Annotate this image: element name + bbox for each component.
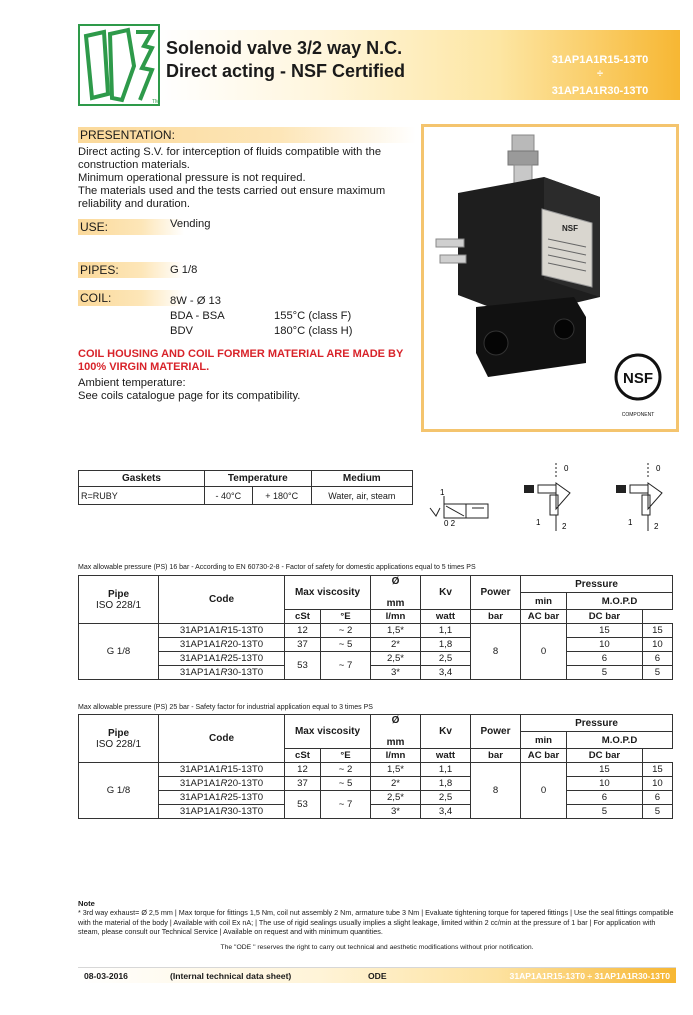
min-header: min xyxy=(521,732,567,749)
section2-port-1: 1 xyxy=(628,518,633,527)
table-row xyxy=(79,666,673,680)
use-value: Vending xyxy=(170,218,211,230)
watt-header: watt xyxy=(421,610,471,624)
kv-header: Kv xyxy=(421,576,471,610)
kv-cell: 2,5 xyxy=(421,652,471,666)
deg-e-header: °E xyxy=(321,749,371,763)
dc-cell: 10 xyxy=(642,638,672,652)
code-cell: 31AP1A1R15-13T0 xyxy=(159,624,285,638)
kv-header: Kv xyxy=(421,715,471,749)
pipe-size: G 1/8 xyxy=(79,624,159,680)
symbol-port-1: 1 xyxy=(440,488,445,497)
ac-cell: 6 xyxy=(567,791,643,805)
presentation-label: PRESENTATION: xyxy=(78,127,416,143)
pipe-header-title: Pipe xyxy=(107,588,130,600)
dia-cell: 1,5* xyxy=(371,624,421,638)
nsf-logo: NSF xyxy=(623,370,653,387)
code-cell: 31AP1A1R20-13T0 xyxy=(159,638,285,652)
cst-cell: 53 xyxy=(285,791,321,819)
bar-header: bar xyxy=(471,749,521,763)
mopd-header: M.O.P.D xyxy=(567,732,673,749)
deg-e-cell: ~ 5 xyxy=(321,777,371,791)
power-header: Power xyxy=(471,715,521,749)
svg-text:TM: TM xyxy=(152,99,160,105)
dc-cell: 6 xyxy=(642,791,672,805)
presentation-text-3: The materials used and the tests carried out ensure maximum reliability and duration. xyxy=(78,185,386,210)
dia-cell: 2* xyxy=(371,638,421,652)
code-cell: 31AP1A1R30-13T0 xyxy=(159,805,285,819)
ode-logo xyxy=(78,24,160,106)
deg-e-cell: ~ 5 xyxy=(321,638,371,652)
pipes-label: PIPES: xyxy=(78,262,184,278)
dia-header xyxy=(371,715,421,749)
notes-heading: Note xyxy=(78,899,95,908)
pipe-header xyxy=(79,576,159,624)
gasket-value: R=RUBY xyxy=(79,487,205,505)
footer-model-codes: 31AP1A1R15-13T0 ÷ 31AP1A1R30-13T0 xyxy=(509,971,670,981)
ac-cell: 5 xyxy=(567,805,643,819)
dia-header xyxy=(371,576,421,610)
deg-e-cell: ~ 7 xyxy=(321,652,371,680)
spec-table-25bar xyxy=(78,714,673,819)
ac-cell: 15 xyxy=(567,624,643,638)
spec-note-16bar: Max allowable pressure (PS) 16 bar - According to EN 60730-2-8 - Factor of safety for domestic applications equal to 5 times PS xyxy=(78,564,476,571)
cst-cell: 37 xyxy=(285,777,321,791)
viscosity-header: Max viscosity xyxy=(285,715,371,749)
dia-cell: 3* xyxy=(371,805,421,819)
disclaimer: The "ODE " reserves the right to carry out technical and aesthetic modifications without prior notification. xyxy=(220,944,534,951)
kv-cell: 2,5 xyxy=(421,791,471,805)
valve-section-symbol-1 xyxy=(520,461,582,533)
min-cell: 0 xyxy=(521,763,567,819)
notes-block xyxy=(78,899,676,937)
code-header: Code xyxy=(159,715,285,763)
pipe-header-std: ISO 228/1 xyxy=(95,599,142,611)
spec-table-16bar xyxy=(78,575,673,680)
pipe-header-std: ISO 228/1 xyxy=(95,738,142,750)
ac-bar-header: AC bar xyxy=(521,610,567,624)
iso-valve-symbol xyxy=(428,486,496,526)
nsf-caption: COMPONENT xyxy=(621,412,655,418)
presentation-text-1: Direct acting S.V. for interception of fluids compatible with the construction materials. xyxy=(78,146,382,171)
notes-body: * 3rd way exhaust= Ø 2,5 mm | Max torque for fittings 1,5 Nm, coil nut assembly 2 Nm, armature tube 3 Nm | Evaluate tightening torque for tapered fittings | Use the seal fittings compatible with the material of the body | Available with coil Ex nA; | The use of rigid sealings usually implies a slight leakage, limited within 2 cc/min at the pressure of 1 bar | For application with steam, please consult our Technical Service | Available on request and with minimum quantities. xyxy=(78,908,674,937)
coil-power: 8W - Ø 13 xyxy=(170,295,221,307)
bar-header: bar xyxy=(471,610,521,624)
page-subtitle: Direct acting - NSF Certified xyxy=(166,61,406,81)
min-cell: 0 xyxy=(521,624,567,680)
deg-e-cell: ~ 2 xyxy=(321,763,371,777)
pipe-header xyxy=(79,715,159,763)
solenoid-valve-image xyxy=(424,127,676,429)
table-row xyxy=(79,805,673,819)
dia-cell: 2,5* xyxy=(371,652,421,666)
ac-bar-header: AC bar xyxy=(521,749,567,763)
watt-header: watt xyxy=(421,749,471,763)
dia-cell: 2,5* xyxy=(371,791,421,805)
pipe-header-title: Pipe xyxy=(107,727,130,739)
code-cell: 31AP1A1R30-13T0 xyxy=(159,666,285,680)
dia-cell: 3* xyxy=(371,666,421,680)
valve-section-symbol-2 xyxy=(612,461,674,533)
section1-port-1: 1 xyxy=(536,518,541,527)
dia-symbol: Ø xyxy=(391,576,400,587)
footer-date: 08-03-2016 xyxy=(84,971,128,981)
medium-header: Medium xyxy=(311,471,412,487)
medium-value: Water, air, steam xyxy=(311,487,412,505)
footer-bar xyxy=(78,967,676,983)
dc-bar-header: DC bar xyxy=(567,610,643,624)
cst-cell: 12 xyxy=(285,624,321,638)
deg-e-cell: ~ 2 xyxy=(321,624,371,638)
deg-e-header: °E xyxy=(321,610,371,624)
material-warning: COIL HOUSING AND COIL FORMER MATERIAL ARE MADE BY 100% VIRGIN MATERIAL. xyxy=(78,348,404,373)
cst-cell: 37 xyxy=(285,638,321,652)
power-cell: 8 xyxy=(471,624,521,680)
coil-class-h: 180°C (class H) xyxy=(274,325,353,337)
kv-cell: 1,1 xyxy=(421,624,471,638)
table-row xyxy=(79,763,673,777)
dia-unit: mm xyxy=(386,737,405,748)
code-cell: 31AP1A1R25-13T0 xyxy=(159,652,285,666)
table-row xyxy=(79,652,673,666)
temperature-header: Temperature xyxy=(205,471,312,487)
dc-cell: 5 xyxy=(642,666,672,680)
power-header: Power xyxy=(471,576,521,610)
coil-nsf-label: NSF xyxy=(562,224,578,233)
dc-cell: 5 xyxy=(642,805,672,819)
kv-cell: 3,4 xyxy=(421,805,471,819)
dc-cell: 10 xyxy=(642,777,672,791)
code-cell: 31AP1A1R20-13T0 xyxy=(159,777,285,791)
symbol-ports-02: 0 2 xyxy=(444,519,456,526)
ac-cell: 5 xyxy=(567,666,643,680)
table-row xyxy=(79,624,673,638)
min-header: min xyxy=(521,593,567,610)
dc-bar-header: DC bar xyxy=(567,749,643,763)
lmn-header: l/mn xyxy=(371,749,421,763)
gasket-header: Gaskets xyxy=(79,471,205,487)
lmn-header: l/mn xyxy=(371,610,421,624)
cst-header: cSt xyxy=(285,610,321,624)
product-photo-frame xyxy=(421,124,679,432)
footer-brand: ODE xyxy=(368,971,387,981)
gasket-table xyxy=(78,470,413,505)
coil-type-bda: BDA - BSA xyxy=(170,310,225,322)
page-title: Solenoid valve 3/2 way N.C. xyxy=(166,38,403,58)
pressure-header: Pressure xyxy=(521,576,673,593)
cst-cell: 53 xyxy=(285,652,321,680)
dc-cell: 6 xyxy=(642,652,672,666)
code-header: Code xyxy=(159,576,285,624)
ac-cell: 15 xyxy=(567,763,643,777)
pipes-value: G 1/8 xyxy=(170,264,198,276)
section1-port-2: 2 xyxy=(562,522,567,531)
temp-max: + 180°C xyxy=(252,487,311,505)
table-row xyxy=(79,777,673,791)
model-code-range-sign: ÷ xyxy=(596,68,604,80)
section2-port-2: 2 xyxy=(654,522,659,531)
pressure-header: Pressure xyxy=(521,715,673,732)
presentation-text-2: Minimum operational pressure is not required. xyxy=(78,172,306,184)
dia-cell: 2* xyxy=(371,777,421,791)
ac-cell: 10 xyxy=(567,638,643,652)
kv-cell: 1,8 xyxy=(421,777,471,791)
model-code-bottom: 31AP1A1R30-13T0 xyxy=(551,85,649,97)
coil-class-f: 155°C (class F) xyxy=(274,310,352,322)
spec-note-25bar: Max allowable pressure (PS) 25 bar - Safety factor for industrial application equal to 3 times PS xyxy=(78,704,373,711)
kv-cell: 1,8 xyxy=(421,638,471,652)
mopd-header: M.O.P.D xyxy=(567,593,673,610)
pipe-size: G 1/8 xyxy=(79,763,159,819)
kv-cell: 3,4 xyxy=(421,666,471,680)
dc-cell: 15 xyxy=(642,624,672,638)
title-band xyxy=(160,30,680,100)
footer-sheet-type: (Internal technical data sheet) xyxy=(170,971,292,981)
ambient-temp-label: Ambient temperature: xyxy=(78,377,186,389)
viscosity-header: Max viscosity xyxy=(285,576,371,610)
table-row xyxy=(79,638,673,652)
dc-cell: 15 xyxy=(642,763,672,777)
dia-symbol: Ø xyxy=(391,715,400,726)
power-cell: 8 xyxy=(471,763,521,819)
ac-cell: 10 xyxy=(567,777,643,791)
kv-cell: 1,1 xyxy=(421,763,471,777)
cst-cell: 12 xyxy=(285,763,321,777)
code-cell: 31AP1A1R25-13T0 xyxy=(159,791,285,805)
table-row xyxy=(79,791,673,805)
dia-unit: mm xyxy=(386,598,405,609)
temp-min: - 40°C xyxy=(205,487,253,505)
ambient-temp-note: See coils catalogue page for its compatibility. xyxy=(78,390,301,402)
cst-header: cSt xyxy=(285,749,321,763)
model-code-top: 31AP1A1R15-13T0 xyxy=(551,54,649,66)
coil-label: COIL: xyxy=(78,290,184,306)
coil-type-bdv: BDV xyxy=(170,325,194,337)
deg-e-cell: ~ 7 xyxy=(321,791,371,819)
section1-port-0: 0 xyxy=(564,464,569,473)
section2-port-0: 0 xyxy=(656,464,661,473)
use-label: USE: xyxy=(78,219,184,235)
code-cell: 31AP1A1R15-13T0 xyxy=(159,763,285,777)
dia-cell: 1,5* xyxy=(371,763,421,777)
ac-cell: 6 xyxy=(567,652,643,666)
